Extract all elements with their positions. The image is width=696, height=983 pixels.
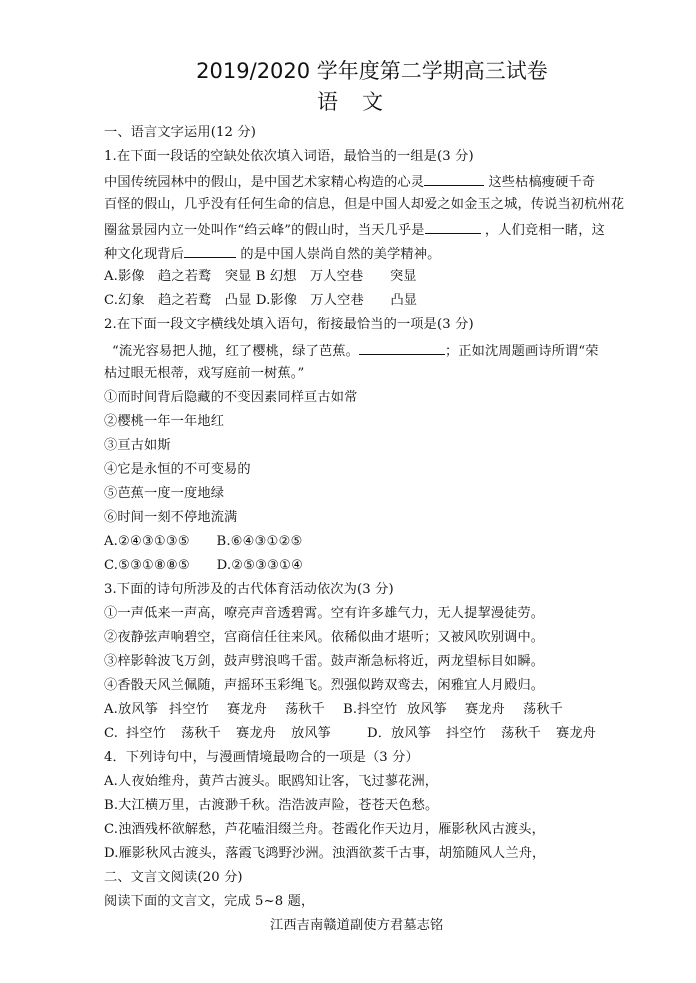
q1-passage-text: 这些枯槁瘦硬千奇 xyxy=(488,175,596,190)
answer-blank xyxy=(425,220,481,234)
section-1-heading: 一、语言文字运用(12 分) xyxy=(104,125,257,140)
q3-option-token: 荡秋千 xyxy=(523,702,564,717)
answer-blank xyxy=(184,244,236,258)
q1-passage-text: ，人们竞相一睹，这 xyxy=(484,223,605,238)
q4-stem: 4．下列诗句中，与漫画情境最吻合的一项是（3 分） xyxy=(104,750,419,765)
q4-option-b: B.大江横万里，古渡渺千秋。浩浩波声险，苍苍天色愁。 xyxy=(104,798,439,813)
section-2-heading: 二、文言文阅读(20 分) xyxy=(104,870,243,885)
passage-title: 江西吉南赣道副使方君墓志铭 xyxy=(270,918,444,933)
q3-option-token: 赛龙舟 xyxy=(465,702,506,717)
q2-item-2: ②樱桃一年一年地红 xyxy=(104,414,225,429)
exam-title: 2019/2020 学年度第二学期高三试卷 xyxy=(196,59,548,83)
q3-option-token: 放风筝 xyxy=(407,702,448,717)
q2-passage-line-1 xyxy=(112,341,599,361)
q1-passage-text: 圈盆景园内立一处叫作“绉云峰”的假山时，当天几乎是 xyxy=(104,223,425,238)
q2-passage-text: ；正如沈周题画诗所谓“荣 xyxy=(444,344,599,359)
q1-passage-line-3 xyxy=(104,220,605,240)
answer-blank xyxy=(424,172,484,186)
q3-option-token: 抖空竹 xyxy=(126,726,167,741)
q3-poem-3: ③梓影斡波飞万剑，鼓声劈浪鸣千雷。鼓声渐急标将近，两龙望标目如瞬。 xyxy=(104,654,545,669)
q4-option-c: C.浊酒残杯欲解愁，芦花嗑泪缀兰舟。苍霞化作天边月，雁影秋风古渡头， xyxy=(104,822,545,837)
q3-option-token: 放风筝 xyxy=(291,726,332,741)
q1-passage-line-1 xyxy=(104,172,595,192)
q4-option-d: D.雁影秋风古渡头，落霞飞鸿野沙洲。浊酒欲荄千古事，胡笳随风人兰舟， xyxy=(104,846,546,861)
q1-passage-text: 的是中国人崇尚自然的美学精神。 xyxy=(240,247,441,262)
q3-option-token: D．放风筝 xyxy=(367,726,432,741)
subject-title: 语文 xyxy=(317,90,407,114)
q3-option-token: B.抖空竹 xyxy=(343,702,398,717)
q2-item-1: ①而时间背后隐藏的不变因素同样亘古如常 xyxy=(104,390,358,405)
q3-poem-2: ②夜静弦声响碧空，宫商信任往来风。依稀似曲才堪听；又被风吹别调中。 xyxy=(104,630,545,645)
q2-item-6: ⑥时间一刻不停地流满 xyxy=(104,510,238,525)
q3-poem-1: ①一声低来一声高，嘹亮声音透碧霄。空有许多雄气力，无人提挈漫徒劳。 xyxy=(104,606,545,621)
q2-item-4: ④它是永恒的不可变易的 xyxy=(104,462,251,477)
q2-passage-text: “流光容易把人抛，红了樱桃，绿了芭蕉。 xyxy=(112,344,359,359)
q3-option-token: 抖空竹 xyxy=(446,726,487,741)
q1-passage-text: 种文化现背后 xyxy=(104,247,185,262)
q1-option-ab: A.影像 趋之若鹜 突显 B 幻想 万人空巷 突显 xyxy=(104,269,417,284)
q3-option-token: 抖空竹 xyxy=(169,702,210,717)
answer-blank xyxy=(359,341,445,355)
q2-stem: 2.在下面一段文字横线处填入语句，衔接最恰当的一项是(3 分) xyxy=(104,317,474,332)
q3-option-token: 赛龙舟 xyxy=(556,726,597,741)
q1-passage-line-4 xyxy=(104,244,440,264)
q3-option-token: A.放风筝 xyxy=(104,702,159,717)
q3-option-token: 荡秋千 xyxy=(285,702,326,717)
q3-option-token: 荡秋千 xyxy=(501,726,542,741)
q3-option-ab xyxy=(104,701,563,719)
q2-passage-line-2: 枯过眼无根蒂，戏写庭前一树蕉。” xyxy=(104,366,305,381)
q1-passage-text: 中国传统园林中的假山，是中国艺术家精心构造的心灵 xyxy=(104,175,425,190)
q3-stem: 3.下面的诗句所涉及的古代体育活动依次为(3 分) xyxy=(104,582,394,597)
q2-item-3: ③亘古如斯 xyxy=(104,438,171,453)
q3-option-cd xyxy=(104,725,596,743)
section-2-intro: 阅读下面的文言文，完成 5~8 题， xyxy=(104,894,315,909)
q1-passage-line-2: 百怪的假山，几乎没有任何生命的信息，但是中国人却爱之如金玉之城，传说当初杭州花 xyxy=(104,197,625,212)
q2-item-5: ⑤芭蕉一度一度地绿 xyxy=(104,486,225,501)
q3-option-token: C. xyxy=(104,726,119,741)
q4-option-a: A.人夜始维舟，黄芦古渡头。眠鸥知让客，飞过蓼花洲， xyxy=(104,774,439,789)
q3-option-token: 赛龙舟 xyxy=(227,702,268,717)
q3-poem-4: ④香骰天风兰佩随，声摇环玉彩绳飞。烈强似跨双鸾去，闲雅宜人月殿归。 xyxy=(104,678,545,693)
q1-stem: 1.在下面一段话的空缺处依次填入词语，最恰当的一组是(3 分) xyxy=(104,149,474,164)
q3-option-token: 赛龙舟 xyxy=(236,726,277,741)
q2-option-cd: C.⑤③①⑧⑧⑤ D.②⑤③③①④ xyxy=(104,558,304,573)
q2-option-ab: A.②④③①③⑤ B.⑥④③①②⑤ xyxy=(104,534,303,549)
q1-option-cd: C.幻象 趋之若鹜 凸显 D.影像 万人空巷 凸显 xyxy=(104,293,418,308)
q3-option-token: 荡秋千 xyxy=(181,726,222,741)
